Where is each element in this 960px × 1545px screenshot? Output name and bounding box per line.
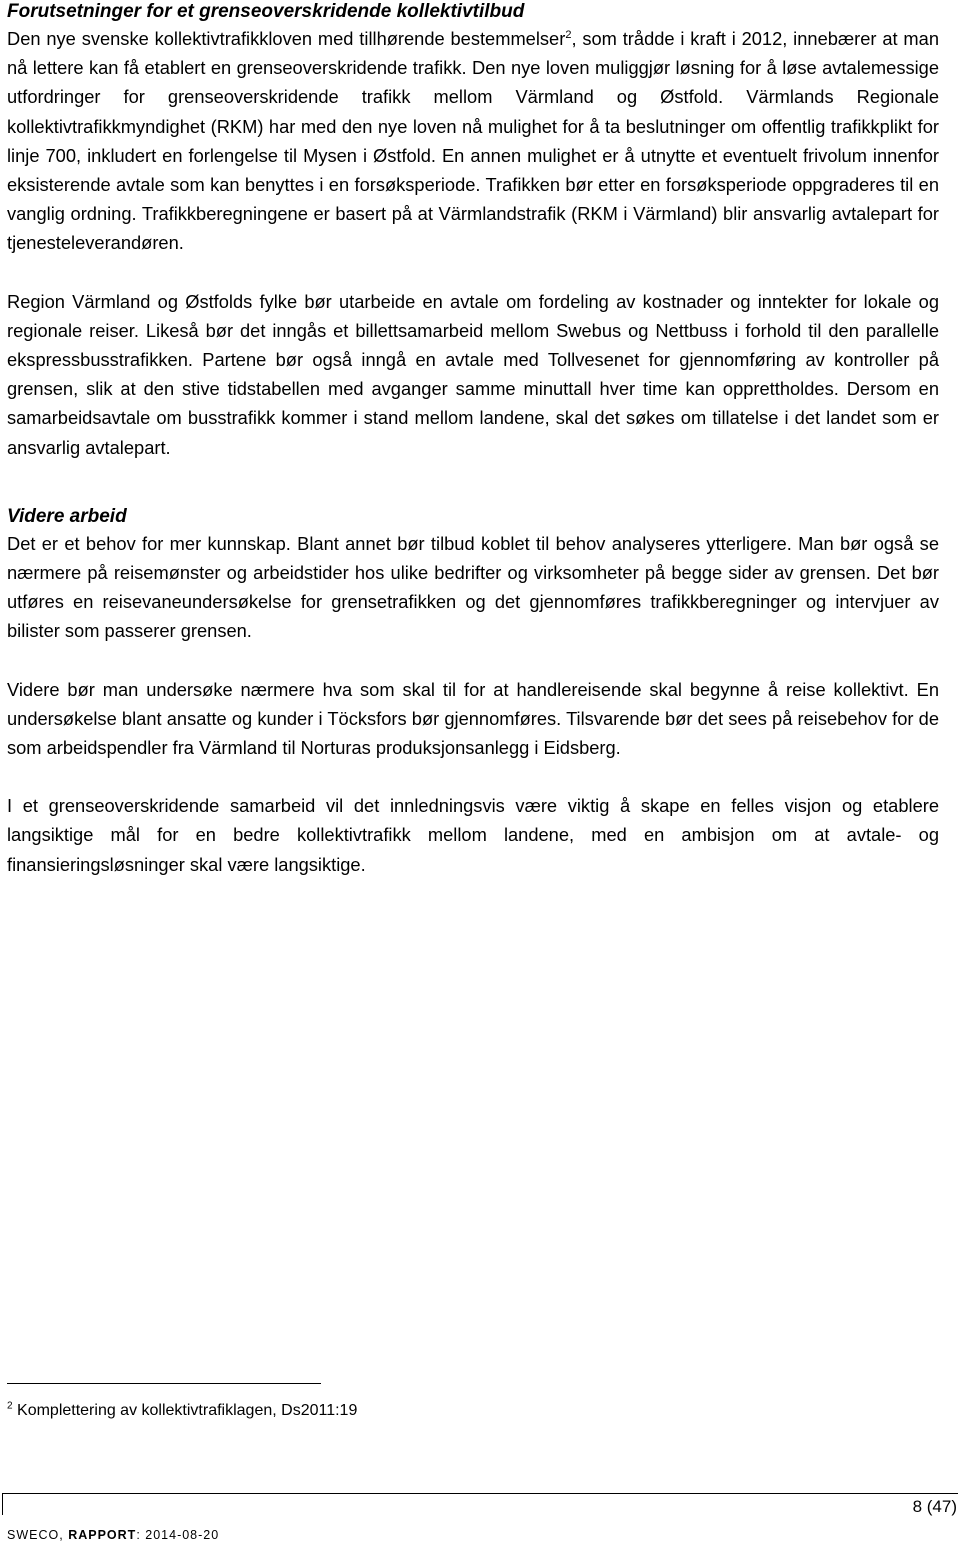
footer-date: : 2014-08-20 bbox=[136, 1528, 220, 1542]
section-heading-videre-arbeid: Videre arbeid bbox=[7, 505, 127, 527]
paragraph-spacer bbox=[7, 258, 939, 287]
section-heading-forutsetninger: Forutsetninger for et grenseoverskridende kollektivtilbud bbox=[7, 1, 525, 22]
paragraph-kollektivtrafikkloven bbox=[7, 24, 939, 258]
footer-report-info bbox=[7, 1528, 219, 1542]
paragraph-samarbeid-avtale: Region Värmland og Østfolds fylke bør utarbeide en avtale om fordeling av kostnader og inntekter for lokale og regionale reiser. Likeså bør det inngås et billettsamarbeid mellom Swebus og Nettbuss i forhold til den parallelle ekspressbusstrafikken. Partene bør også inngå en avtale med Tollvesenet for gjennomføring av kontroller på grensen, slik at den stive tidstabellen med avganger samme minuttall hver time kan opprettholdes. Dersom en samarbeidsavtale om busstrafikk kommer i stand mellom landene, skal det søkes om tillatelse i det landet som er ansvarlig avtalepart. bbox=[7, 290, 939, 458]
footnote bbox=[7, 1401, 357, 1421]
paragraph-text-part1: Den nye svenske kollektivtrafikkloven med tillhørende bestemmelser bbox=[7, 28, 566, 49]
footnote-reference: 2 bbox=[565, 28, 572, 41]
footnote-text: Komplettering av kollektivtrafiklagen, Ds2011:19 bbox=[17, 1402, 358, 1419]
paragraph-spacer bbox=[7, 762, 939, 791]
paragraph-felles-visjon: I et grenseoverskridende samarbeid vil det innledningsvis være viktig å skape en felles visjon og etablere langsiktige mål for en bedre kollektivtrafikk mellom landene, med en ambisjon om at avtale- og finansieringsløsninger skal være langsiktige. bbox=[7, 795, 939, 875]
footer-separator bbox=[2, 1493, 958, 1494]
footer-report-label: RAPPORT bbox=[68, 1528, 137, 1542]
page-number: 8 (47) bbox=[912, 1497, 957, 1516]
footer-company: SWECO, bbox=[7, 1528, 64, 1542]
paragraph-text-part2: , som trådde i kraft i 2012, innebærer at man nå lettere kan få etablert en grenseoverskridende trafikk. Den nye loven muliggjør løsning for å løse avtalemessige utfordringer for grenseoverskridende trafikk mellom Värmland og Østfold. Värmlands Regionale kollektivtrafikkmyndighet (RKM) har med den nye loven nå mulighet for å ta beslutninger om offentlig trafikkplikt for linje 700, inkludert en forlengelse til Mysen i Østfold. En annen mulighet er å utnytte et eventuelt frivolum innenfor eksisterende avtale som kan benyttes i en forsøksperiode. Trafikken bør etter en forsøksperiode oppgraderes til en vanglig ordning. Trafikkberegningene er basert på at Värmlandstrafik (RKM i Värmland) blir ansvarlig avtalepart for tjenesteleverandøren. bbox=[7, 28, 939, 254]
paragraph-spacer bbox=[7, 646, 939, 675]
document-page bbox=[7, 0, 939, 879]
footnote-separator bbox=[7, 1383, 321, 1384]
footer-corner-line bbox=[2, 1493, 3, 1515]
paragraph-spacer bbox=[7, 462, 939, 491]
footnote-marker: 2 bbox=[7, 1400, 13, 1412]
paragraph-behov-kunnskap: Det er et behov for mer kunnskap. Blant annet bør tilbud koblet til behov analyseres ytterligere. Man bør også se nærmere på reisemønster og arbeidstider hos ulike bedrifter og virksomheter på begge sider av grensen. Det bør utføres en reisevaneundersøkelse for grensetrafikken og det gjennomføres trafikkberegninger og intervjuer av bilister som passerer grensen. bbox=[7, 532, 939, 642]
paragraph-handlereisende: Videre bør man undersøke nærmere hva som skal til for at handlereisende skal begynne å reise kollektivt. En undersøkelse blant ansatte og kunder i Töcksfors bør gjennomføres. Tilsvarende bør det sees på reisebehov for de som arbeidspendler fra Värmland til Norturas produksjonsanlegg i Eidsberg. bbox=[7, 678, 939, 759]
